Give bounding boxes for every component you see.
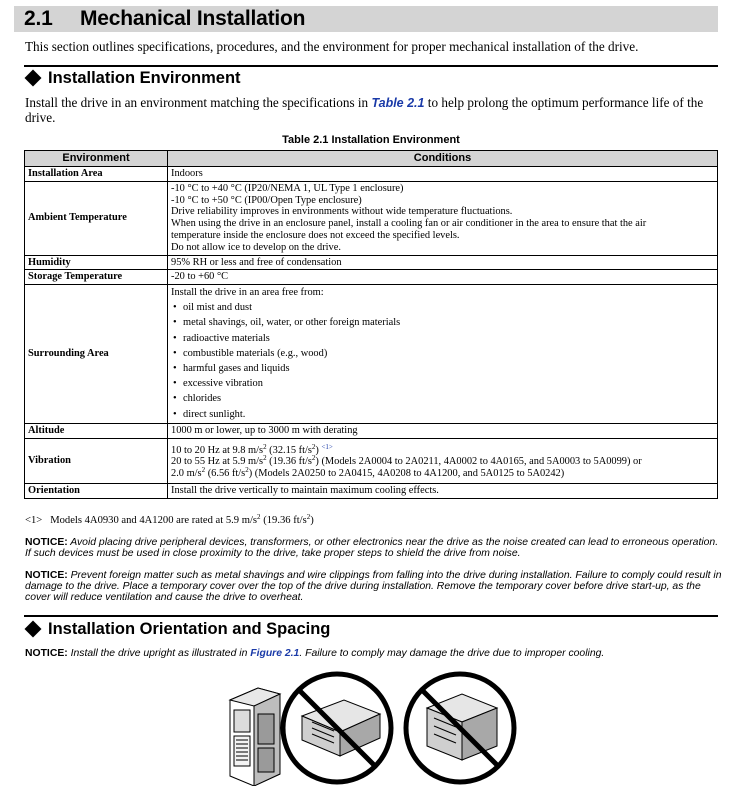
footnote-1-link[interactable]: <1> (321, 442, 333, 451)
table-row (25, 483, 718, 498)
section-intro: This section outlines specifications, procedures, and the environment for proper mechanical installation of the drive. (25, 39, 639, 54)
inverted-drive-prohibited (406, 674, 514, 782)
row-value: Install the drive in an area free from: • oil mist and dust • metal shavings, oil, water, or other foreign materials • radioactive materials • combustible materials (e.g., wood) • harmful gases and liquids • excessive vibration • chlorides • direct sunlight. (168, 285, 718, 424)
table-row (25, 285, 718, 424)
list-item: • metal shavings, oil, water, or other foreign materials (173, 317, 401, 329)
section-title: Mechanical Installation (80, 7, 306, 30)
row-label: Vibration (25, 438, 168, 483)
diamond-bullet-icon (25, 70, 42, 87)
orientation-heading: Installation Orientation and Spacing (24, 620, 330, 639)
divider (24, 65, 718, 67)
table-2-1-link[interactable]: Table 2.1 (371, 96, 425, 110)
installation-environment-table (24, 150, 718, 499)
table-row (25, 423, 718, 438)
row-label: Surrounding Area (25, 285, 168, 424)
table-caption: Table 2.1 Installation Environment (282, 134, 460, 146)
section-number: 2.1 (24, 7, 53, 30)
table-header-row (25, 151, 718, 167)
list-item: • combustible materials (e.g., wood) (173, 347, 328, 359)
header-conditions: Conditions (168, 151, 718, 167)
row-value: Install the drive vertically to maintain maximum cooling effects. (168, 483, 718, 498)
row-label: Storage Temperature (25, 270, 168, 285)
table-row (25, 167, 718, 182)
list-item: • direct sunlight. (173, 408, 246, 420)
table-row (25, 255, 718, 270)
table-row (25, 181, 718, 255)
list-item: • harmful gases and liquids (173, 362, 290, 374)
row-label: Installation Area (25, 167, 168, 182)
environment-paragraph: Install the drive in an environment matching the specifications in Table 2.1 to help prolong the optimum performance life of the drive. (25, 95, 704, 125)
list-item: • chlorides (173, 393, 222, 405)
row-label: Humidity (25, 255, 168, 270)
notice-noise: NOTICE: Avoid placing drive peripheral devices, transformers, or other electronics near the drive as the noise created can lead to erroneous operation. If such devices must be used in close proximity to the drive, take proper steps to shield the drive from noise. (25, 537, 719, 559)
figure-2-1-link[interactable]: Figure 2.1 (250, 648, 300, 659)
table-footnote: <1> Models 4A0930 and 4A1200 are rated at 5.9 $m/s^2$ (19.36 $ft/s^2$) (25, 513, 314, 526)
row-label: Altitude (25, 423, 168, 438)
horizontal-drive-prohibited (283, 674, 391, 782)
notice-orientation: NOTICE: Install the drive upright as illustrated in Figure 2.1. Failure to comply may damage the drive due to improper cooling. (25, 648, 605, 659)
list-item: • radioactive materials (173, 332, 270, 344)
row-value: Indoors (168, 167, 718, 182)
table-row (25, 438, 718, 483)
header-environment: Environment (25, 151, 168, 167)
notice-foreign-matter: NOTICE: Prevent foreign matter such as metal shavings and wire clippings from falling into the drive during installation. Failure to comply could result in damage to the drive. Place a temporary cover over the top of the drive during installation. Remove the temporary cover before drive start-up, as the cover will reduce ventilation and cause the drive to overheat. (25, 570, 722, 603)
table-row (25, 270, 718, 285)
diamond-bullet-icon (25, 621, 42, 638)
list-item: • excessive vibration (173, 378, 263, 390)
row-value: 10 to 20 Hz at 9.8 $m/s^2$ (32.15 $ft/s^2$) $^{<1>}$ 20 to 55 Hz at 5.9 $m/s^2$ (19.36 $ft/s^2$) (Models 2A0004 to 2A0211, 4A0002 to 4A0165, and 5A0003 to 5A0099) or 2.0 $m/s^2$ (6.56 $ft/s^2$) (Models 2A0250 to 2A0415, 4A0208 to 4A1200, and 5A0125 to 5A0242) (168, 438, 718, 483)
row-value: -10 °C to +40 °C (IP20/NEMA 1, UL Type 1 enclosure) -10 °C to +50 °C (IP00/Open Type enclosure) Drive reliability improves in environments without wide temperature fluctuations. When using the drive in an enclosure panel, install a cooling fan or air conditioner in the area to ensure that the air temperature inside the enclosure does not exceed the specified levels. Do not allow ice to develop on the drive. (168, 181, 718, 255)
list-item: • oil mist and dust (173, 302, 252, 314)
row-value: 95% RH or less and free of condensation (168, 255, 718, 270)
upright-drive-illustration (230, 688, 280, 786)
section-header (14, 6, 718, 32)
row-label: Orientation (25, 483, 168, 498)
row-value: -20 to +60 °C (168, 270, 718, 285)
row-label: Ambient Temperature (25, 181, 168, 255)
installation-environment-heading: Installation Environment (24, 69, 241, 88)
row-value: 1000 m or lower, up to 3000 m with derating (168, 423, 718, 438)
divider (24, 615, 718, 617)
orientation-figure (222, 664, 522, 786)
